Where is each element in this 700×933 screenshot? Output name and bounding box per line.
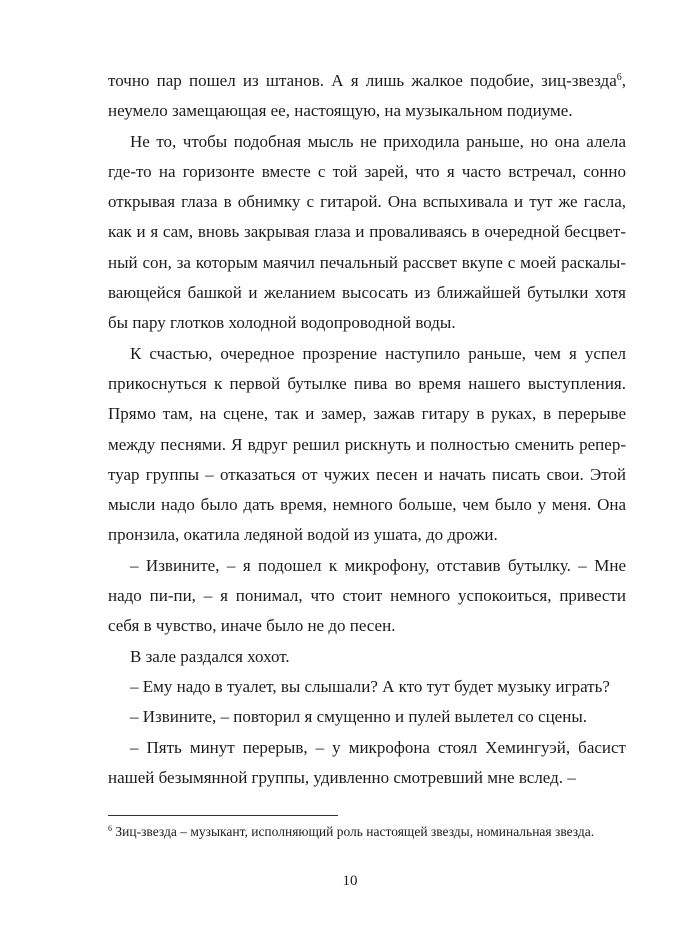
paragraph-1 bbox=[108, 66, 626, 127]
paragraph-2: Не то, чтобы подобная мысль не приходила раньше, но она алела где-то на горизонте вместе с той зарей, что я часто встречал, сонно открывая глаза в обнимку с гитарой. Она вспыхивала и тут же гасла, как и я сам, вновь закрывая глаза и проваливаясь в очередной бесцветный сон, за которым маячил печальный рассвет вкупе с моей раскалывающейся башкой и желанием высосать из ближайшей бутылки хотя бы пару глотков холодной водопроводной воды. bbox=[108, 131, 626, 333]
main-text bbox=[108, 66, 626, 793]
footnote-text: Зиц-звезда – музыкант, исполняющий роль настоящей звезды, номинальная звезда. bbox=[112, 824, 595, 839]
footnote bbox=[108, 822, 626, 841]
footnote-marker: 6 bbox=[108, 824, 112, 833]
page-number: 10 bbox=[342, 873, 358, 889]
footnote-reference: 6 bbox=[616, 72, 622, 83]
paragraph-5: В зале раздался хохот. bbox=[130, 646, 290, 666]
paragraph-1-tail: , неумело замещающая ее, настоящую, на музыкальном подиуме. bbox=[108, 71, 626, 121]
paragraph-1-text: точно пар пошел из штанов. А я лишь жалкое подобие, зиц-звезда bbox=[108, 71, 617, 90]
footnote-divider bbox=[108, 815, 338, 816]
paragraph-4: – Извините, – я подошел к микрофону, отставив бутылку. – Мне надо пи-пи, – я понимал, что стоит немного успокоиться, привести себя в чувство, иначе было не до песен. bbox=[108, 555, 626, 636]
paragraph-8: – Пять минут перерыв, – у микрофона стоял Хемингуэй, басист нашей безымянной группы, удивленно смотревший мне вслед. – bbox=[108, 737, 626, 787]
paragraph-3: К счастью, очередное прозрение наступило раньше, чем я успел прикоснуться к первой бутылке пива во время нашего выступления. Прямо там, на сцене, так и замер, зажав гитару в руках, в перерыве между песнями. Я вдруг решил рискнуть и полностью сменить репертуар группы – отказаться от чужих песен и начать писать свои. Этой мысли надо было дать время, немного больше, чем было у меня. Она пронзила, окатила ледяной водой из ушата, до дрожи. bbox=[108, 343, 626, 545]
paragraph-6: – Ему надо в туалет, вы слышали? А кто тут будет музыку играть? bbox=[130, 676, 610, 696]
paragraph-7: – Извините, – повторил я смущенно и пулей вылетел со сцены. bbox=[130, 707, 587, 727]
